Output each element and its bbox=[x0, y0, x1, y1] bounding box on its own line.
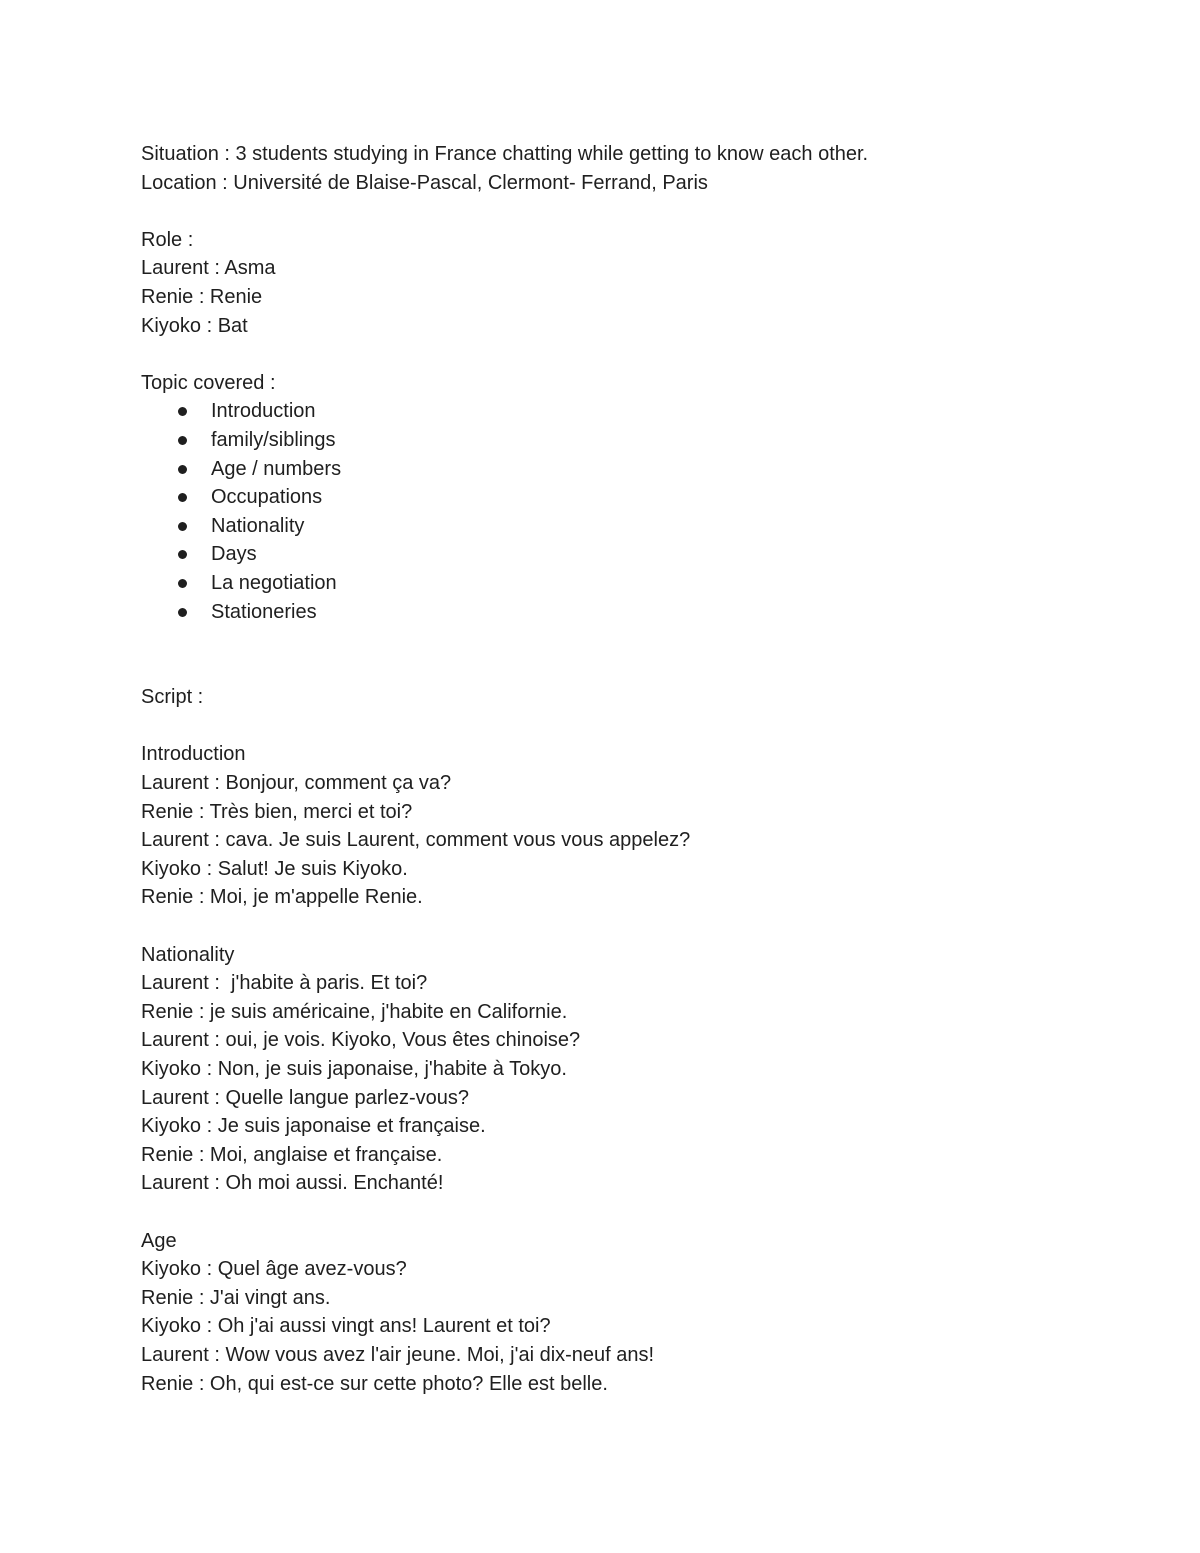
topics-list bbox=[141, 397, 1200, 626]
section-title-nationality: Nationality bbox=[141, 943, 235, 966]
dialogue-line: Laurent : Wow vous avez l'air jeune. Moi, j'ai dix-neuf ans! bbox=[141, 1343, 655, 1366]
bullet-icon bbox=[178, 522, 187, 531]
dialogue-line: Kiyoko : Je suis japonaise et française. bbox=[141, 1115, 486, 1138]
list-item: Nationality bbox=[141, 512, 1200, 541]
situation-text: Situation : 3 students studying in France chatting while getting to know each other. bbox=[141, 143, 869, 165]
dialogue-line: Kiyoko : Non, je suis japonaise, j'habite à Tokyo. bbox=[141, 1058, 567, 1080]
dialogue-line: Kiyoko : Oh j'ai aussi vingt ans! Laurent et toi? bbox=[141, 1315, 551, 1338]
bullet-icon bbox=[178, 608, 187, 617]
dialogue-line: Laurent : oui, je vois. Kiyoko, Vous êtes chinoise? bbox=[141, 1029, 581, 1052]
bullet-icon bbox=[178, 579, 187, 588]
script-heading: Script : bbox=[141, 686, 204, 709]
list-item: Days bbox=[141, 540, 1200, 569]
bullet-icon bbox=[178, 493, 187, 502]
list-item: La negotiation bbox=[141, 569, 1200, 598]
dialogue-line: Kiyoko : Salut! Je suis Kiyoko. bbox=[141, 857, 408, 880]
bullet-icon bbox=[178, 407, 187, 416]
list-item: Age / numbers bbox=[141, 455, 1200, 484]
dialogue-line: Renie : je suis américaine, j'habite en Californie. bbox=[141, 1000, 568, 1023]
dialogue-line: Renie : Moi, je m'appelle Renie. bbox=[141, 886, 423, 909]
dialogue-line: Laurent : j'habite à paris. Et toi? bbox=[141, 972, 428, 995]
role-heading: Role : bbox=[141, 228, 194, 251]
dialogue-line: Laurent : Oh moi aussi. Enchanté! bbox=[141, 1172, 444, 1195]
role-line: Laurent : Asma bbox=[141, 257, 276, 280]
dialogue-line: Renie : Oh, qui est-ce sur cette photo? Elle est belle. bbox=[141, 1372, 608, 1395]
bullet-icon bbox=[178, 465, 187, 474]
bullet-icon bbox=[178, 550, 187, 559]
bullet-icon bbox=[178, 436, 187, 445]
section-title-introduction: Introduction bbox=[141, 743, 246, 766]
role-line: Renie : Renie bbox=[141, 285, 263, 308]
list-item: Stationeries bbox=[141, 598, 1200, 627]
list-item: Introduction bbox=[141, 397, 1200, 426]
list-item: Occupations bbox=[141, 483, 1200, 512]
dialogue-line: Laurent : cava. Je suis Laurent, comment vous vous appelez? bbox=[141, 829, 691, 852]
dialogue-line: Kiyoko : Quel âge avez-vous? bbox=[141, 1258, 407, 1281]
section-title-age: Age bbox=[141, 1229, 177, 1252]
list-item: family/siblings bbox=[141, 426, 1200, 455]
dialogue-line: Renie : Très bien, merci et toi? bbox=[141, 800, 413, 823]
dialogue-line: Renie : J'ai vingt ans. bbox=[141, 1286, 331, 1309]
role-line: Kiyoko : Bat bbox=[141, 314, 248, 337]
dialogue-line: Laurent : Bonjour, comment ça va? bbox=[141, 772, 452, 795]
location-text: Location : Université de Blaise-Pascal, Clermont- Ferrand, Paris bbox=[141, 171, 708, 194]
dialogue-line: Laurent : Quelle langue parlez-vous? bbox=[141, 1086, 469, 1109]
dialogue-line: Renie : Moi, anglaise et française. bbox=[141, 1143, 443, 1166]
topics-heading: Topic covered : bbox=[141, 371, 276, 394]
